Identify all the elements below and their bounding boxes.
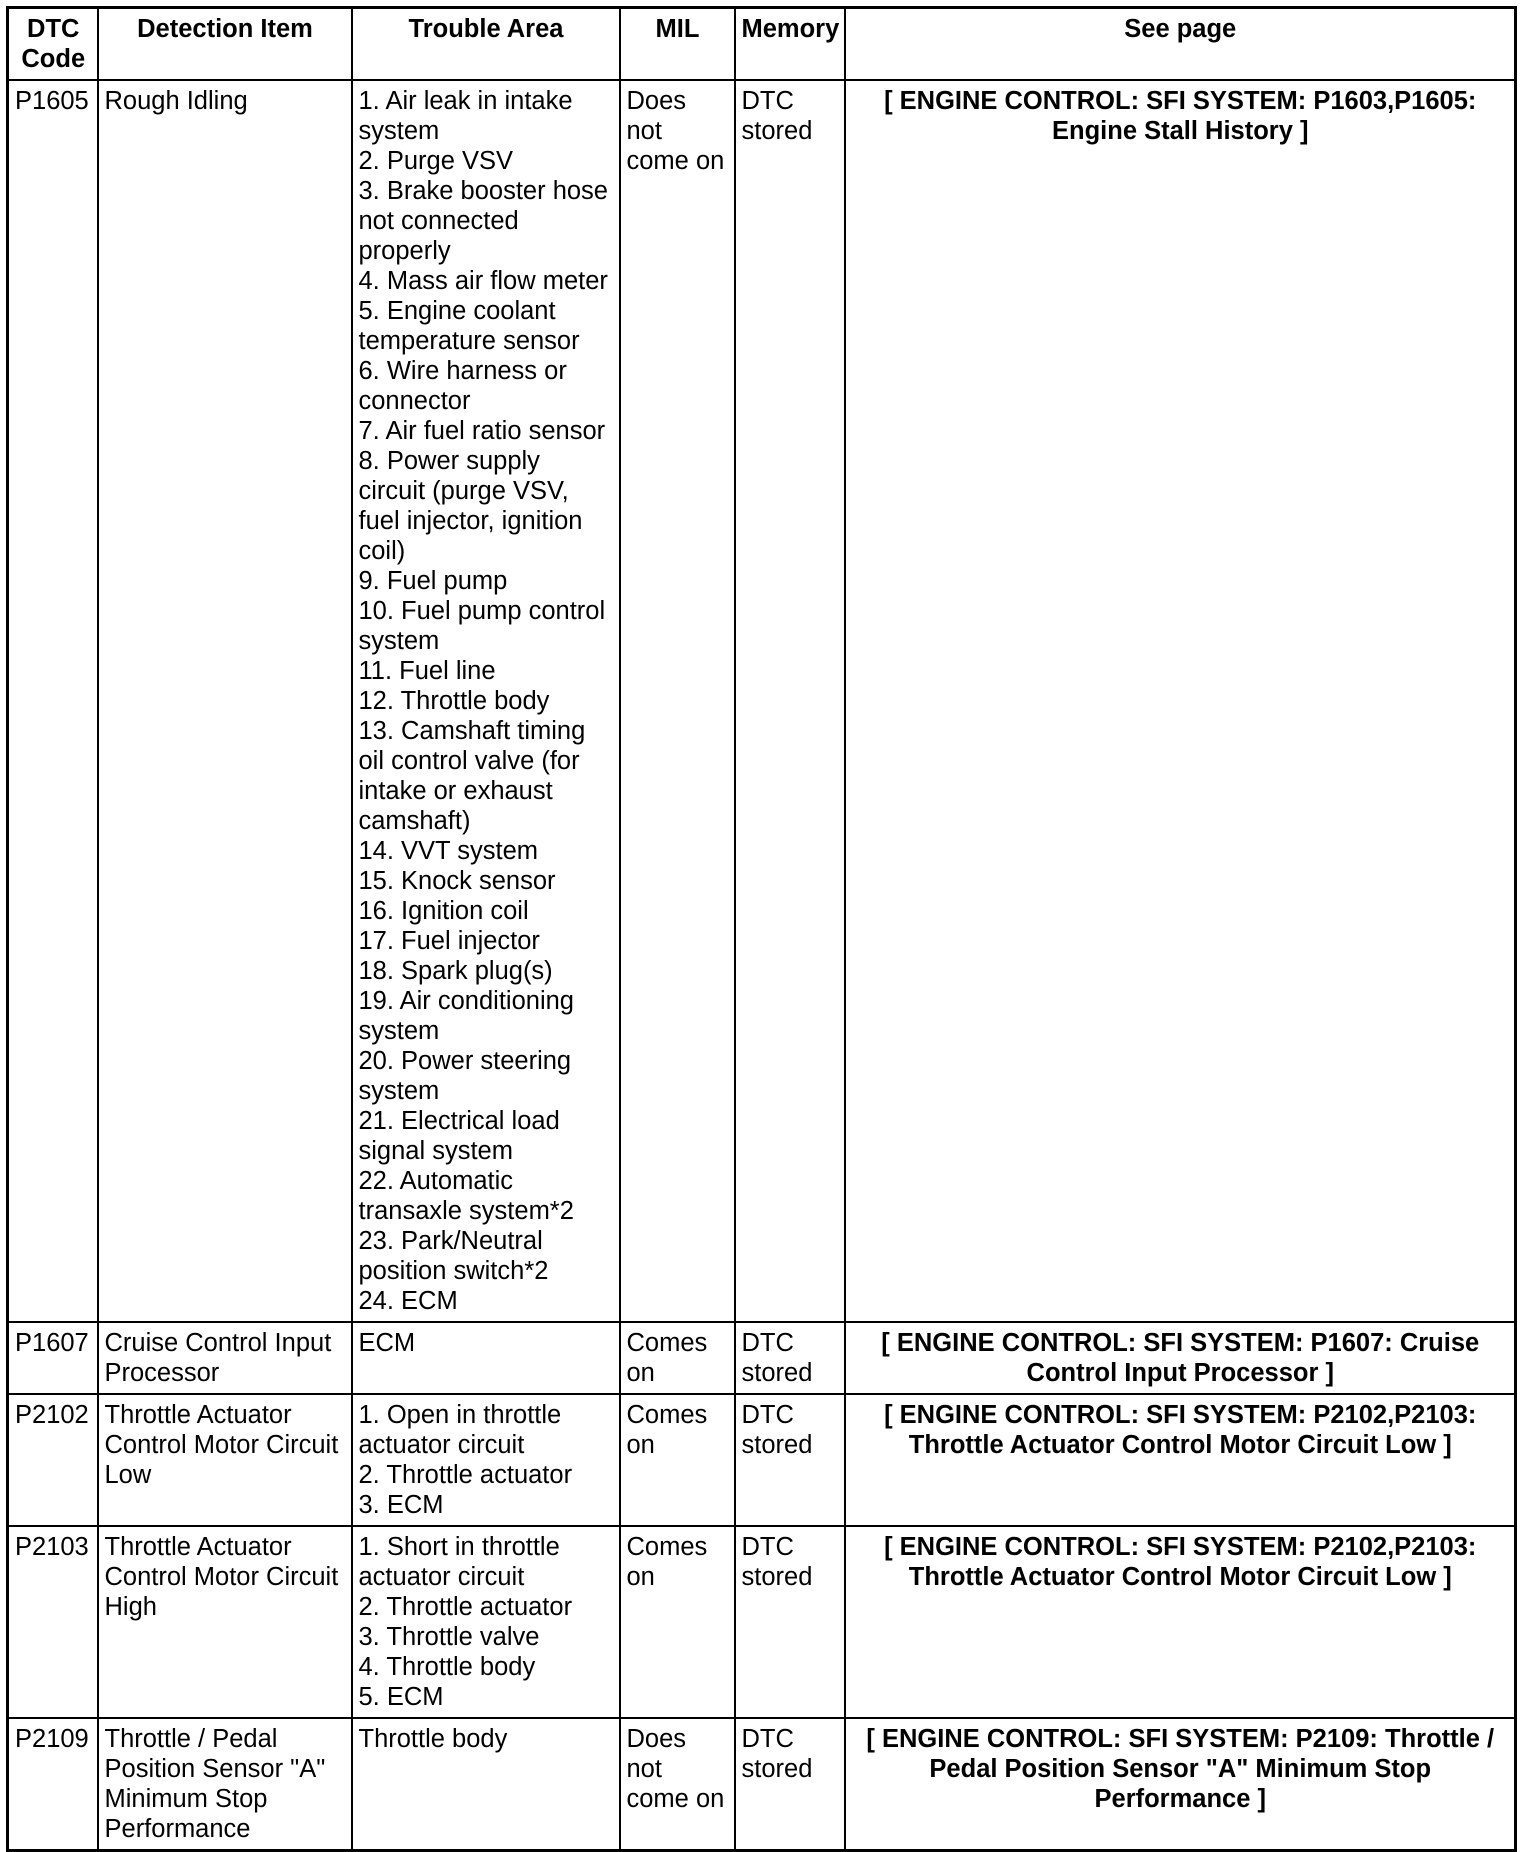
memory-cell: DTC stored <box>735 1394 845 1526</box>
trouble-area-item: 21. Electrical load signal system <box>358 1107 560 1165</box>
detection-item-cell: Throttle Actuator Control Motor Circuit Low <box>98 1394 352 1526</box>
trouble-area-cell <box>352 1718 620 1851</box>
trouble-area-cell <box>352 80 620 1322</box>
trouble-area-item: 11. Fuel line <box>358 657 496 685</box>
trouble-area-cell <box>352 1394 620 1526</box>
trouble-area-item: ECM <box>358 1329 416 1357</box>
trouble-area-item: 5. ECM <box>358 1683 444 1711</box>
dtc-code-cell: P2109 <box>8 1718 98 1851</box>
trouble-area-item: 22. Automatic transaxle system*2 <box>358 1167 574 1225</box>
trouble-area-item: 9. Fuel pump <box>358 567 508 595</box>
trouble-area-item: 24. ECM <box>358 1287 458 1315</box>
header-see-page: See page <box>845 8 1516 81</box>
table-body <box>8 80 1516 1851</box>
trouble-area-item: 16. Ignition coil <box>358 897 529 925</box>
trouble-area-cell <box>352 1322 620 1394</box>
trouble-area-item: 13. Camshaft timing oil control valve (for intake or exhaust camshaft) <box>358 717 586 835</box>
trouble-area-item: 19. Air conditioning system <box>358 987 574 1045</box>
trouble-area-item: 17. Fuel injector <box>358 927 540 955</box>
header-trouble-area: Trouble Area <box>352 8 620 81</box>
trouble-area-item: 4. Mass air flow meter <box>358 267 608 295</box>
memory-cell: DTC stored <box>735 1718 845 1851</box>
trouble-area-item: 1. Air leak in intake system <box>358 87 573 145</box>
mil-cell: Comes on <box>620 1322 735 1394</box>
table-row <box>8 1322 1516 1394</box>
memory-cell: DTC stored <box>735 80 845 1322</box>
table-row <box>8 80 1516 1322</box>
see-page-cell: [ ENGINE CONTROL: SFI SYSTEM: P2102,P2103: Throttle Actuator Control Motor Circuit Low ] <box>845 1394 1516 1526</box>
see-page-cell: [ ENGINE CONTROL: SFI SYSTEM: P2102,P2103: Throttle Actuator Control Motor Circuit Low ] <box>845 1526 1516 1718</box>
dtc-table <box>6 6 1517 1852</box>
trouble-area-item: 7. Air fuel ratio sensor <box>358 417 606 445</box>
trouble-area-cell <box>352 1526 620 1718</box>
memory-cell: DTC stored <box>735 1526 845 1718</box>
detection-item-cell: Throttle / Pedal Position Sensor "A" Minimum Stop Performance <box>98 1718 352 1851</box>
header-row <box>8 8 1516 81</box>
trouble-area-item: 18. Spark plug(s) <box>358 957 553 985</box>
trouble-area-item: 3. Brake booster hose not connected properly <box>358 177 608 265</box>
see-page-cell: [ ENGINE CONTROL: SFI SYSTEM: P1603,P1605: Engine Stall History ] <box>845 80 1516 1322</box>
trouble-area-item: 3. Throttle valve <box>358 1623 540 1651</box>
trouble-area-item: 2. Throttle actuator <box>358 1461 573 1489</box>
trouble-area-item: 1. Open in throttle actuator circuit <box>358 1401 562 1459</box>
page <box>6 6 1514 1852</box>
table-row <box>8 1718 1516 1851</box>
header-dtc-code: DTC Code <box>8 8 98 81</box>
trouble-area-item: 15. Knock sensor <box>358 867 556 895</box>
trouble-area-item: 5. Engine coolant temperature sensor <box>358 297 580 355</box>
detection-item-cell: Rough Idling <box>98 80 352 1322</box>
trouble-area-item: 12. Throttle body <box>358 687 550 715</box>
trouble-area-item: Throttle body <box>358 1725 508 1753</box>
header-detection-item: Detection Item <box>98 8 352 81</box>
see-page-cell: [ ENGINE CONTROL: SFI SYSTEM: P2109: Throttle / Pedal Position Sensor "A" Minimum Stop Performance ] <box>845 1718 1516 1851</box>
mil-cell: Comes on <box>620 1526 735 1718</box>
detection-item-cell: Throttle Actuator Control Motor Circuit High <box>98 1526 352 1718</box>
dtc-code-cell: P1607 <box>8 1322 98 1394</box>
mil-cell: Does not come on <box>620 1718 735 1851</box>
trouble-area-item: 14. VVT system <box>358 837 539 865</box>
see-page-cell: [ ENGINE CONTROL: SFI SYSTEM: P1607: Cruise Control Input Processor ] <box>845 1322 1516 1394</box>
table-row <box>8 1394 1516 1526</box>
table-row <box>8 1526 1516 1718</box>
trouble-area-item: 2. Purge VSV <box>358 147 514 175</box>
trouble-area-item: 23. Park/Neutral position switch*2 <box>358 1227 549 1285</box>
trouble-area-item: 10. Fuel pump control system <box>358 597 606 655</box>
memory-cell: DTC stored <box>735 1322 845 1394</box>
header-memory: Memory <box>735 8 845 81</box>
dtc-code-cell: P2103 <box>8 1526 98 1718</box>
trouble-area-item: 8. Power supply circuit (purge VSV, fuel injector, ignition coil) <box>358 447 583 565</box>
detection-item-cell: Cruise Control Input Processor <box>98 1322 352 1394</box>
mil-cell: Does not come on <box>620 80 735 1322</box>
trouble-area-item: 20. Power steering system <box>358 1047 572 1105</box>
dtc-code-cell: P2102 <box>8 1394 98 1526</box>
trouble-area-item: 2. Throttle actuator <box>358 1593 573 1621</box>
trouble-area-item: 3. ECM <box>358 1491 444 1519</box>
dtc-code-cell: P1605 <box>8 80 98 1322</box>
header-mil: MIL <box>620 8 735 81</box>
trouble-area-item: 6. Wire harness or connector <box>358 357 567 415</box>
trouble-area-item: 1. Short in throttle actuator circuit <box>358 1533 560 1591</box>
trouble-area-item: 4. Throttle body <box>358 1653 536 1681</box>
mil-cell: Comes on <box>620 1394 735 1526</box>
